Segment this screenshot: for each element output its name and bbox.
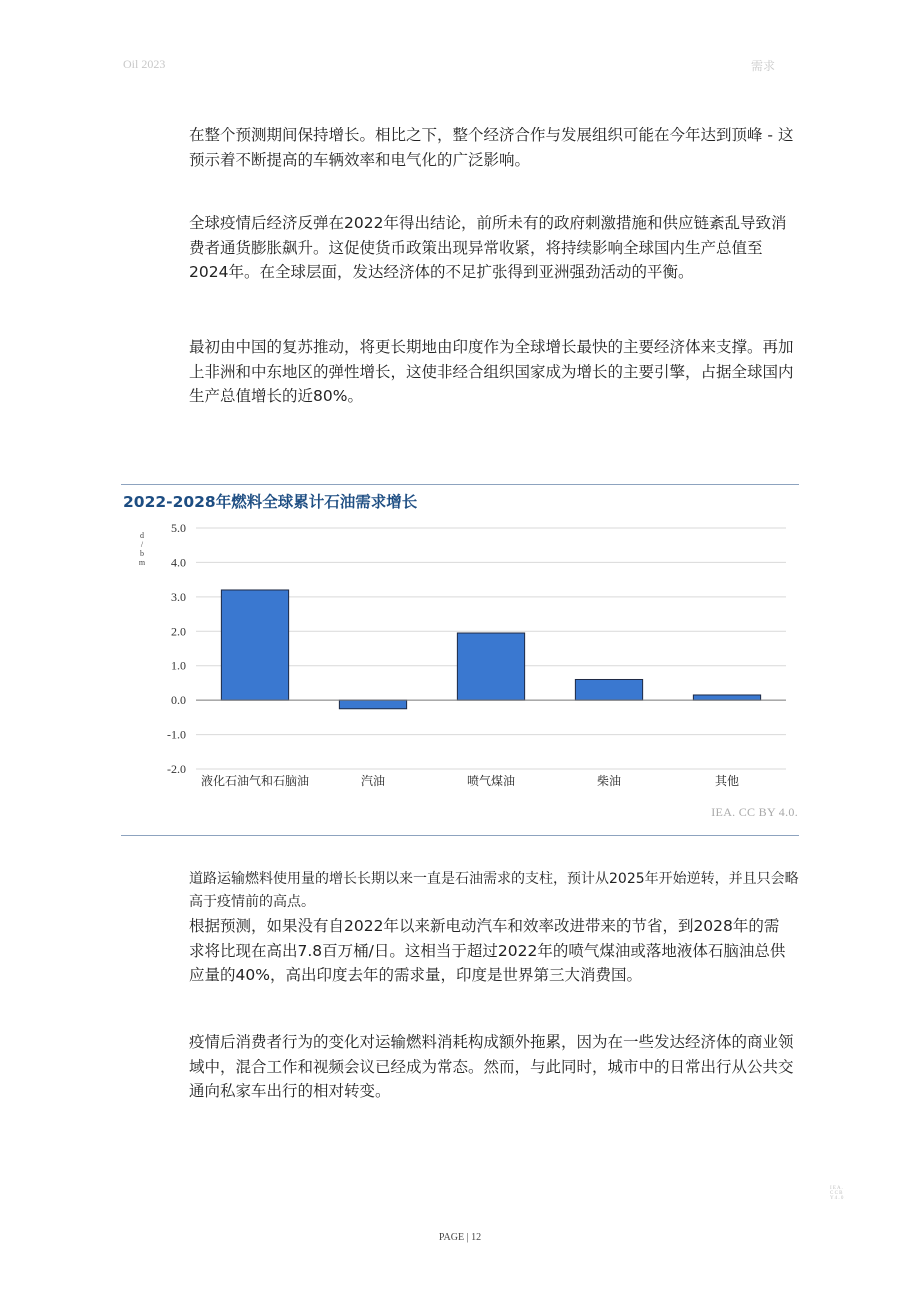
figure-title: 2022-2028年燃料全球累计石油需求增长 [123, 493, 418, 511]
y-tick-label: 0.0 [171, 693, 186, 708]
x-axis-categories [201, 773, 739, 788]
y-tick-label: 1.0 [171, 658, 186, 673]
bar [693, 695, 760, 700]
y-axis-label-char: / [140, 540, 144, 549]
figure-credit: IEA. CC BY 4.0. [711, 805, 798, 819]
x-category-label: 液化石油气和石脑油 [200, 774, 310, 788]
paragraph: 根据预测，如果没有自2022年以来新电动汽车和效率改进带来的节省，到2028年的需求将比现在高出7.8百万桶/日。这相当于超过2022年的喷气煤油或落地液体石脑油总供应量的40%，高出印度去年的需求量，印度是世界第三大消费国。 [189, 917, 786, 984]
bar [339, 700, 406, 709]
paragraph: 疫情后消费者行为的变化对运输燃料消耗构成额外拖累，因为在一些发达经济体的商业领域中，混合工作和视频会议已经成为常态。然而，与此同时，城市中的日常出行从公共交通向私家车出行的相对转变。 [189, 1033, 794, 1100]
page-number: PAGE | 12 [438, 1232, 482, 1243]
y-axis-label [139, 531, 146, 567]
y-axis-label-char: d [140, 531, 144, 540]
y-tick-label: -1.0 [167, 727, 186, 742]
paragraph: 道路运输燃料使用量的增长长期以来一直是石油需求的支柱，预计从2025年开始逆转，并且只会略高于疫情前的高点。 [189, 871, 799, 910]
header-section-title: 需求 [751, 59, 776, 73]
x-category-label: 柴油 [596, 774, 622, 788]
y-tick-label: 4.0 [171, 555, 186, 570]
bar [221, 590, 288, 700]
y-tick-label: 3.0 [171, 589, 186, 604]
paragraph: 全球疫情后经济反弹在2022年得出结论，前所未有的政府刺激措施和供应链紊乱导致消费者通货膨胀飙升。这促使货币政策出现异常收紧，将持续影响全球国内生产总值至2024年。在全球层面，发达经济体的不足扩张得到亚洲强劲活动的平衡。 [189, 214, 787, 281]
y-axis-label-char: m [138, 558, 146, 567]
x-category-label: 喷气煤油 [466, 774, 516, 788]
y-tick-label: 5.0 [171, 521, 186, 535]
figure-bottom-rule [121, 835, 799, 836]
bar [457, 633, 524, 700]
paragraph: 在整个预测期间保持增长。相比之下，整个经济合作与发展组织可能在今年达到顶峰 - 这预示着不断提高的车辆效率和电气化的广泛影响。 [189, 126, 794, 169]
y-tick-label: -2.0 [167, 762, 186, 776]
bar [575, 679, 642, 700]
x-category-label: 其他 [714, 774, 740, 788]
y-axis-ticks [167, 521, 186, 776]
y-axis-label-char: b [140, 549, 144, 558]
y-tick-label: 2.0 [171, 624, 186, 639]
x-category-label: 汽油 [360, 774, 386, 788]
bars [221, 590, 760, 709]
paragraph: 最初由中国的复苏推动，将更长期地由印度作为全球增长最快的主要经济体来支撑。再加上非洲和中东地区的弹性增长，这使非经合组织国家成为增长的主要引擎，占据全球国内生产总值增长的近80%。 [189, 338, 794, 405]
side-watermark: I E A . C C B Y 4 . 0 [830, 1186, 844, 1201]
header-report-title: Oil 2023 [123, 57, 166, 71]
